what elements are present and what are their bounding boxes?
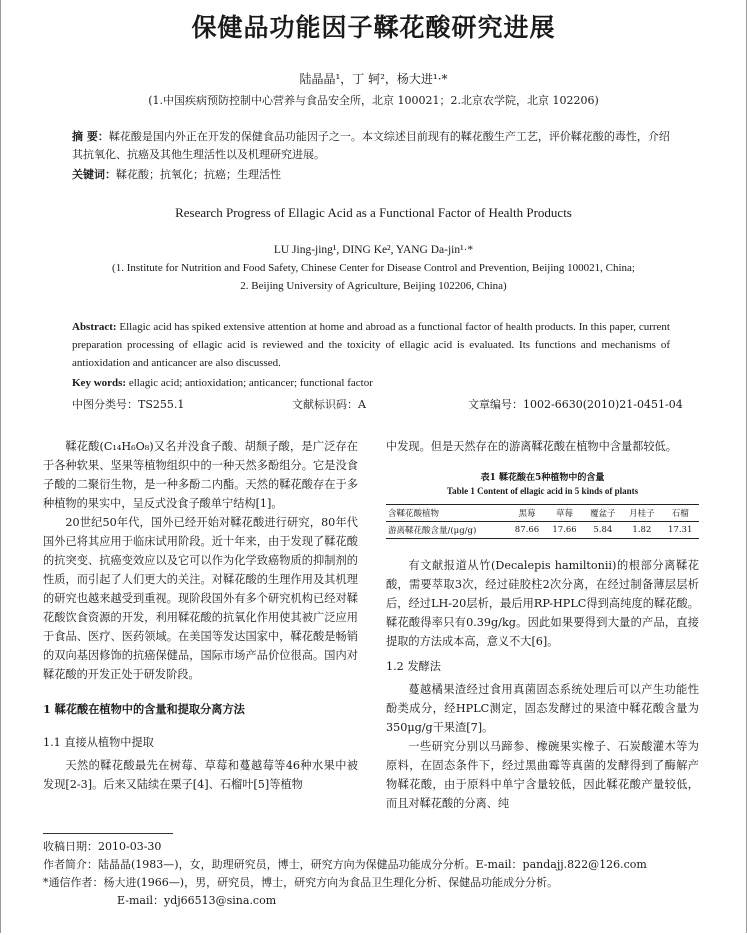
received-date: 收稿日期：2010-03-30	[43, 840, 162, 853]
right-column-body	[386, 556, 699, 813]
section-heading: 1 鞣花酸在植物中的含量和提取分离方法	[43, 702, 245, 716]
table-header: 含鞣花酸植物	[388, 509, 440, 519]
english-keywords-text: ellagic acid; antioxidation; anticancer; functional factor	[126, 377, 373, 389]
subsection-heading: 1.1 直接从植物中提取	[43, 736, 154, 749]
corresponding-email: E-mail：ydj66513@sina.com	[117, 894, 277, 907]
table-header: 草莓	[555, 509, 573, 519]
document-code: 文献标识码：A	[292, 398, 366, 411]
english-affiliation-2: 2. Beijing University of Agriculture, Beijing 102206, China)	[240, 280, 507, 292]
table-cell: 17.31	[668, 525, 693, 535]
author-intro: 作者简介：陆晶晶(1983—)，女，助理研究员，博士，研究方向为保健品功能成分分析。E-mail：pandajj.822@126.com	[43, 858, 647, 871]
body-paragraph: 天然的鞣花酸最先在树莓、草莓和蔓越莓等46种水果中被发现[2-3]。后来又陆续在栗子[4]、石榴叶[5]等植物	[43, 759, 358, 791]
table-cell: 游离鞣花酸含量/(μg/g)	[388, 526, 477, 536]
english-title: Research Progress of Ellagic Acid as a Functional Factor of Health Products	[175, 205, 572, 220]
table-header: 黑莓	[518, 509, 536, 519]
body-paragraph: 蔓越橘果渣经过食用真菌固态系统处理后可以产生功能性酚类成分，经HPLC测定，固态发酵过的果渣中鞣花酸含量为350μg/g干果渣[7]。	[386, 683, 699, 734]
article-number: 文章编号：1002-6630(2010)21-0451-04	[468, 398, 683, 411]
footnote-divider	[43, 833, 173, 834]
chinese-abstract-label: 摘 要：	[72, 130, 109, 143]
table-cell: 1.82	[632, 525, 652, 535]
english-abstract-label: Abstract:	[72, 321, 117, 333]
chinese-abstract-text: 鞣花酸是国内外正在开发的保健食品功能因子之一。本文综述目前现有的鞣花酸生产工艺，评价鞣花酸的毒性，介绍其抗氧化、抗癌及其他生理活性以及机理研究进展。	[72, 130, 670, 161]
right-column-top	[386, 437, 699, 456]
content-table	[386, 504, 699, 539]
chinese-keywords-label: 关键词：	[72, 168, 116, 181]
table-header-row	[386, 505, 699, 522]
chinese-affiliation: (1.中国疾病预防控制中心营养与食品安全所，北京 100021；2.北京农学院，北京 102206)	[148, 94, 599, 107]
body-paragraph: 一些研究分别以马蹄参、橡碗果实橡子、石炭酸灌木等为原料，在固态条件下，经过黑曲霉等真菌的发酵得到了酶解产物鞣花酸，由于原料中单宁含量较低，因此鞣花酸产量较低，而且对鞣花酸的分离、纯	[386, 740, 699, 810]
english-affiliation-1: (1. Institute for Nutrition and Food Safety, Chinese Center for Disease Control and Prevention, Beijing 100021, China;	[112, 262, 635, 274]
chinese-keywords-text: 鞣花酸；抗氧化；抗癌；生理活性	[116, 168, 281, 181]
paper-title: 保健品功能因子鞣花酸研究进展	[191, 13, 556, 42]
english-abstract-text: Ellagic acid has spiked extensive attention at home and abroad as a functional factor of health products. In this paper, current preparation processing of ellagic acid is reviewed and the toxicity of ellagic acid is evaluated. Its functions and mechanisms of antioxidation and anticancer are also discussed.	[72, 321, 670, 369]
english-keywords-label: Key words:	[72, 377, 127, 389]
classification-number: 中图分类号：TS255.1	[72, 398, 185, 411]
body-paragraph: 20世纪50年代，国外已经开始对鞣花酸进行研究，80年代国外已将其应用于临床试用阶段。近十年来，由于发现了鞣花酸的抗突变、抗癌变效应以及它可以作为化学致癌物质的抑制剂的性质，而引起了人们更大的关注。对鞣花酸的生理作用及其机理的研究也越来越受到重视。现阶段国外有多个研究机构已经对鞣花酸饮食资源的开发，利用鞣花酸的抗氧化作用使其被广泛应用于食品、医疗、医药领域。在美国等发达国家中，鞣花酸是畅销的双向基因修饰的抗癌保健品，国际市场产品价位很高。国内对鞣花酸的开发正处于研发阶段。	[43, 516, 358, 681]
table-header: 覆盆子	[590, 509, 616, 519]
chinese-authors: 陆晶晶¹，丁 轲²，杨大进¹·*	[299, 72, 448, 86]
english-authors: LU Jing-jing¹, DING Ke², YANG Da-jin¹·*	[273, 244, 474, 256]
english-abstract	[72, 318, 670, 372]
chinese-keywords	[72, 166, 672, 182]
subsection-heading: 1.2 发酵法	[386, 660, 441, 673]
table-cell: 17.66	[552, 525, 577, 535]
body-paragraph: 有文献报道从竹(Decalepis hamiltonii)的根部分离鞣花酸，需要萃取3次，经过硅胶柱2次分离，在经过制备薄层层析后，经过LH-20层析，最后用RP-HPLC得到高纯度的鞣花酸。鞣花酸得率只有0.39g/kg。因此如果要得到大量的产品，直接提取的方法成本高，意义不大[6]。	[386, 559, 699, 648]
table-row	[386, 522, 699, 539]
table-cell: 5.84	[593, 525, 613, 535]
left-column	[43, 437, 358, 794]
table-cell: 87.66	[514, 525, 540, 535]
table-caption-english: Table 1 Content of ellagic acid in 5 kinds of plants	[446, 486, 639, 496]
table-header: 石榴	[671, 509, 689, 519]
table-caption-chinese: 表1 鞣花酸在5种植物中的含量	[480, 473, 605, 483]
body-paragraph: 鞣花酸(C₁₄H₆O₈)又名并没食子酸、胡颓子酸，是广泛存在于各种软果、坚果等植物组织中的一种天然多酚组分。它是没食子酸的二聚衍生物，是一种多酚二内酯。天然的鞣花酸存在于多种植物的果实中，呈反式没食子酸单宁结构[1]。	[43, 440, 358, 510]
table-header: 月桂子	[629, 509, 655, 519]
corresponding-author: *通信作者：杨大进(1966—)，男，研究员，博士，研究方向为食品卫生理化分析、保健品功能成分分析。	[43, 876, 559, 889]
body-paragraph: 中发现。但是天然存在的游离鞣花酸在植物中含量都较低。	[386, 440, 677, 453]
english-keywords	[72, 377, 373, 389]
chinese-abstract	[72, 128, 672, 164]
